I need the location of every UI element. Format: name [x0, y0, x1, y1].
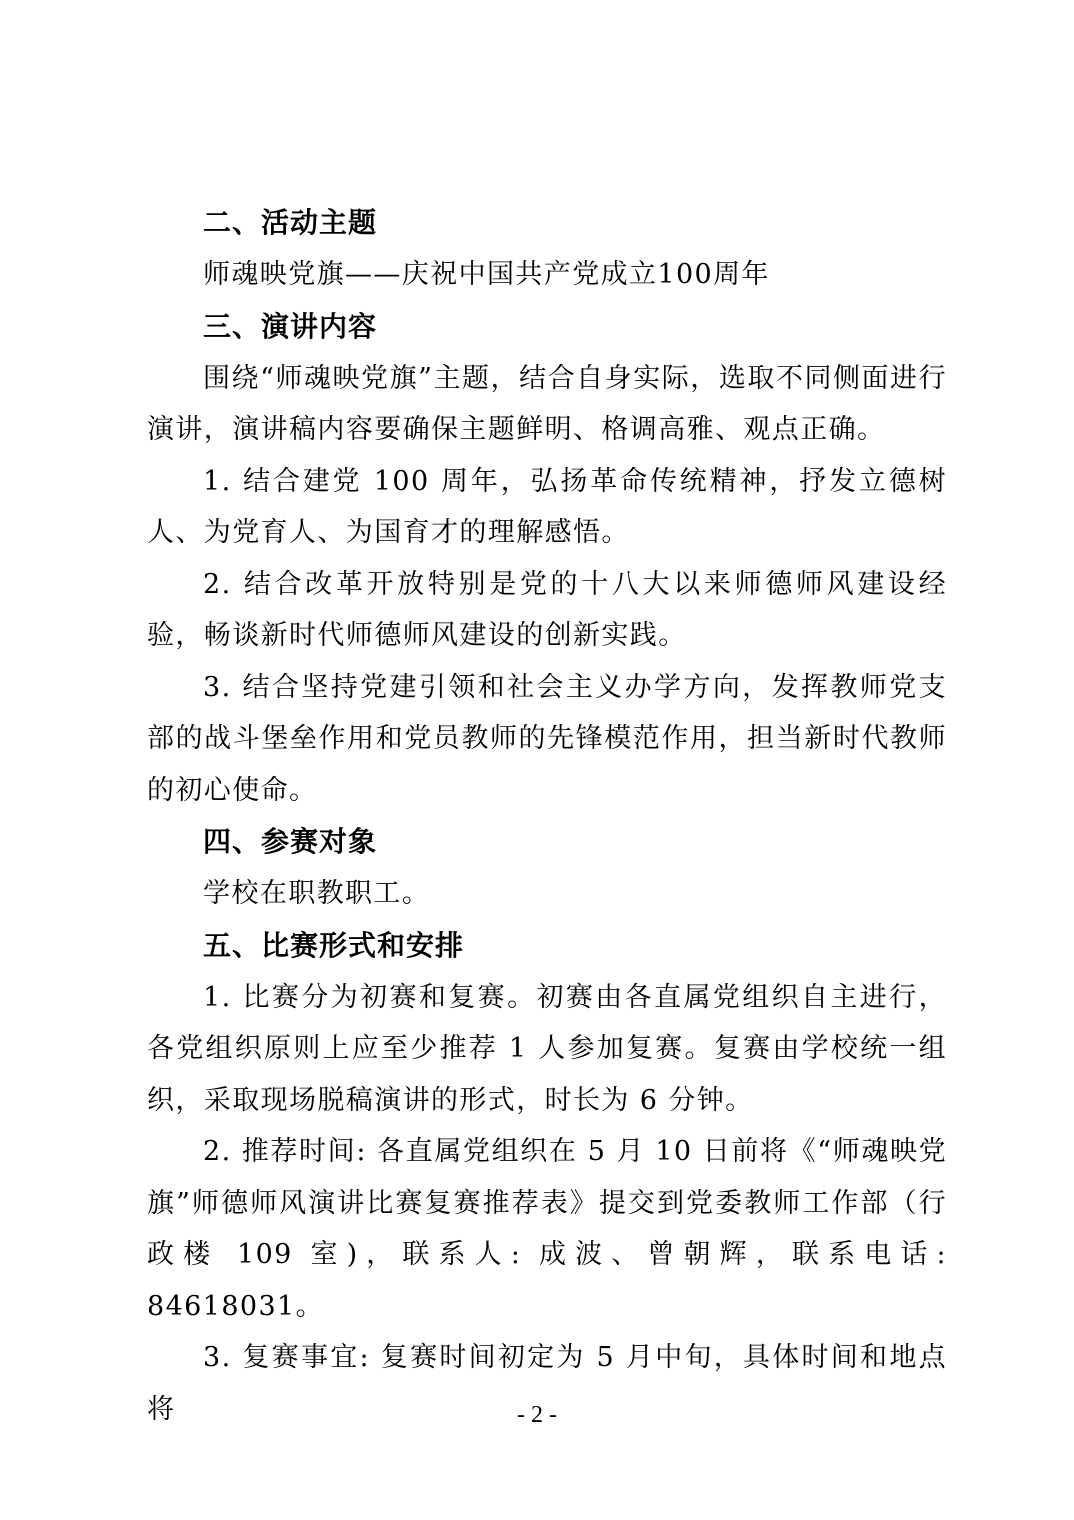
page-number: - 2 - [517, 1402, 557, 1428]
paragraph-participants: 学校在职教职工。 [203, 878, 431, 909]
section-heading-format: 五、比赛形式和安排 [203, 928, 465, 962]
document-body [147, 197, 947, 1435]
paragraph-format-item-1: 1. 比赛分为初赛和复赛。初赛由各直属党组织自主进行，各党组织原则上应至少推荐 1 人参加复赛。复赛由学校统一组织，采取现场脱稿演讲的形式，时长为 6 分钟。 [147, 981, 947, 1116]
paragraph-speech-intro: 围绕“师魂映党旗”主题，结合自身实际，选取不同侧面进行演讲，演讲稿内容要确保主题鲜明、格调高雅、观点正确。 [147, 362, 947, 445]
paragraph-format-item-3: 3. 复赛事宜: 复赛时间初定为 5 月中旬，具体时间和地点将 [147, 1342, 947, 1425]
paragraph-speech-item-2: 2. 结合改革开放特别是党的十八大以来师德师风建设经验，畅谈新时代师德师风建设的创新实践。 [147, 568, 947, 651]
section-heading-participants: 四、参赛对象 [203, 825, 378, 858]
paragraph-format-item-2: 2. 推荐时间: 各直属党组织在 5 月 10 日前将《“师魂映党旗”师德师风演讲比赛复赛推荐表》提交到党委教师工作部（行政楼 109 室)，联系人: 成波、曾朝辉，联系电话: 84618031。 [147, 1136, 947, 1322]
section-heading-speech-content: 三、演讲内容 [203, 309, 378, 343]
paragraph-theme: 师魂映党旗——庆祝中国共产党成立100周年 [203, 259, 770, 290]
paragraph-speech-item-1: 1. 结合建党 100 周年，弘扬革命传统精神，抒发立德树人、为党育人、为国育才的理解感悟。 [147, 465, 947, 548]
section-heading-theme: 二、活动主题 [203, 206, 378, 239]
paragraph-speech-item-3: 3. 结合坚持党建引领和社会主义办学方向，发挥教师党支部的战斗堡垒作用和党员教师的先锋模范作用，担当新时代教师的初心使命。 [147, 671, 947, 806]
